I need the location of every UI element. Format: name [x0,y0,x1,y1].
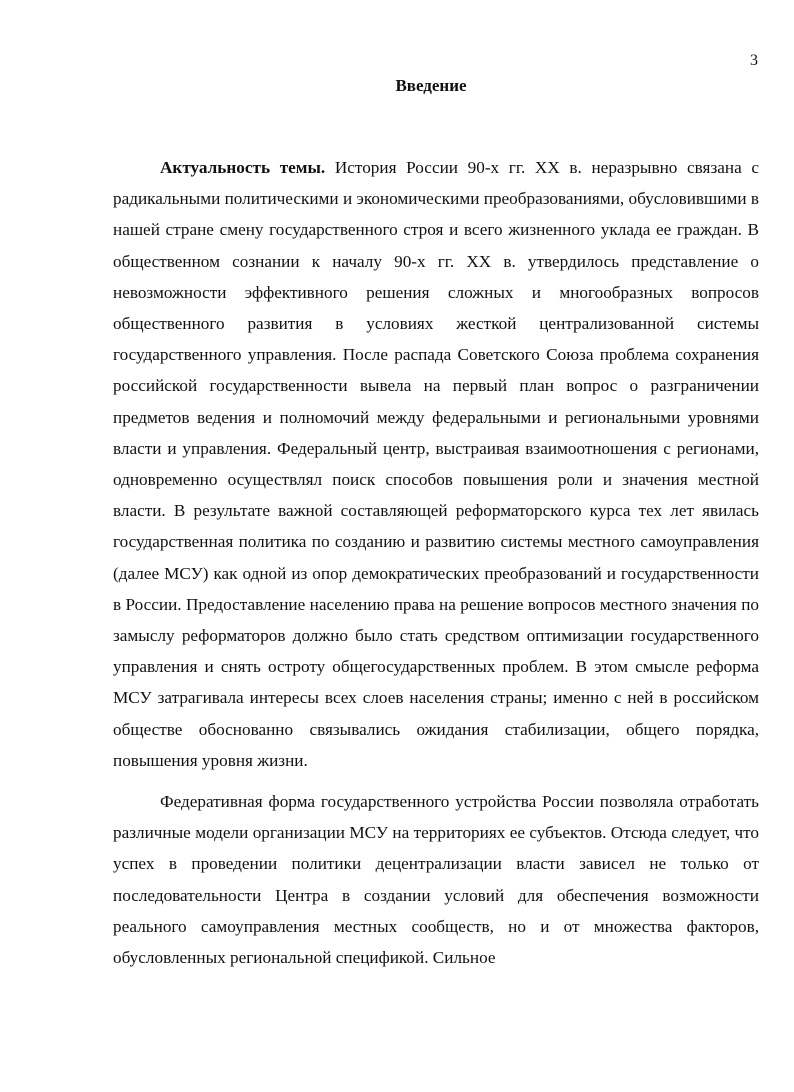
paragraph-text: Федеративная форма государственного устройства России позволяла отработать различные модели организации МСУ на территориях ее субъектов. Отсюда следует, что успех в проведении политики децентрализации власти зависел не только от последовательности Центра в создании условий для обеспечения возможности реального самоуправления местных сообществ, но и от множества факторов, обусловленных региональной спецификой. Сильное [113,792,759,968]
page-number: 3 [750,52,758,69]
paragraph-lead: Актуальность темы. [160,158,326,177]
page-title: Введение [395,76,467,95]
body-text [113,152,759,973]
paragraph-relevance [113,152,759,776]
paragraph-federal-form [113,786,759,973]
paragraph-text: История России 90-х гг. XX в. неразрывно связана с радикальными политическими и экономическими преобразованиями, обусловившими в нашей стране смену государственного строя и всего жизненного уклада ее граждан. В общественном сознании к началу 90-х гг. XX в. утвердилось представление о невозможности эффективного решения сложных и многообразных вопросов общественного развития в условиях жесткой централизованной системы государственного управления. После распада Советского Союза проблема сохранения российской государственности вывела на первый план вопрос о разграничении предметов ведения и полномочий между федеральными и региональными уровнями власти и управления. Федеральный центр, выстраивая взаимоотношения с регионами, одновременно осуществлял поиск способов повышения роли и значения местной власти. В результате важной составляющей реформаторского курса тех лет явилась государственная политика по созданию и развитию системы местного самоуправления (далее МСУ) как одной из опор демократических преобразований и государственности в России. Предоставление населению права на решение вопросов местного значения по замыслу реформаторов должно было стать средством оптимизации государственного управления и снять остроту общегосударственных проблем. В этом смысле реформа МСУ затрагивала интересы всех слоев населения страны; именно с ней в российском обществе обоснованно связывались ожидания стабилизации, общего порядка, повышения уровня жизни. [113,158,760,770]
